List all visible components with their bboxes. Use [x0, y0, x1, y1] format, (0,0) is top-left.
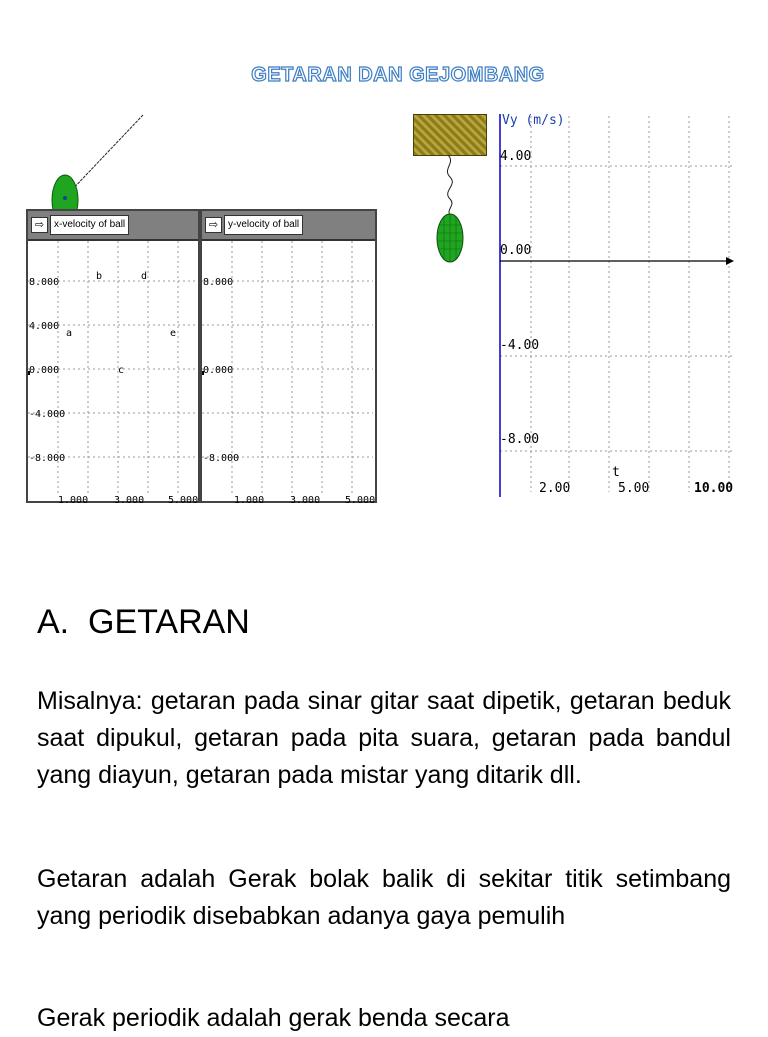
x-velocity-graph — [28, 241, 198, 503]
y-tick-label: 4.00 — [500, 149, 532, 164]
x-tick-label: 5.000 — [168, 495, 198, 503]
x-velocity-graph-window — [26, 209, 200, 503]
x-tick-label: 10.00 — [694, 481, 734, 496]
point-label-c: c — [118, 365, 125, 376]
spring-support-block — [413, 114, 487, 156]
y-tick-label: -4.000 — [29, 409, 66, 420]
spring-mass-illustration — [430, 155, 470, 265]
y-tick-label: -4.00 — [500, 338, 540, 353]
x-tick-label: 5.000 — [345, 495, 375, 503]
point-label-d: d — [141, 271, 148, 282]
vy-graph — [490, 112, 742, 502]
pendulum-string — [68, 115, 143, 194]
point-label-b: b — [96, 271, 103, 282]
pendulum-ball-center — [63, 196, 67, 200]
x-tick-label: 2.00 — [539, 481, 571, 496]
y-tick-label: 8.000 — [29, 277, 60, 288]
y-tick-label: 0.000 — [203, 365, 234, 376]
paragraph-definition: Getaran adalah Gerak bolak balik di sekitar titik setimbang yang periodik disebabkan adanya gaya pemulih — [37, 865, 731, 930]
x-tick-label: 1.000 — [234, 495, 265, 503]
x-tick-label: 3.000 — [290, 495, 321, 503]
arrow-right-icon[interactable]: ⇨ — [31, 217, 48, 233]
point-label-e: e — [170, 328, 177, 339]
y-velocity-graph-label: y-velocity of ball — [224, 215, 303, 235]
y-velocity-graph-titlebar — [202, 211, 375, 241]
paragraph-periodic: Gerak periodik adalah gerak benda secara — [37, 1004, 510, 1032]
vy-axis-label: Vy (m/s) — [502, 113, 565, 128]
arrow-right-icon — [726, 257, 734, 265]
spring-coil — [447, 155, 452, 215]
y-tick-label: 8.000 — [203, 277, 234, 288]
paragraph-examples: Misalnya: getaran pada sinar gitar saat dipetik, getaran beduk saat dipukul, getaran pada pita suara, getaran pada bandul yang diayun, getaran pada mistar yang ditarik dll. — [37, 687, 731, 789]
arrow-right-icon[interactable]: ⇨ — [205, 217, 222, 233]
slide-title: GETARAN DAN GEJOMBANG — [251, 64, 545, 86]
point-label-a: a — [66, 328, 73, 339]
x-velocity-graph-titlebar — [28, 211, 198, 241]
y-velocity-graph-window — [200, 209, 377, 503]
x-axis-label: t — [612, 465, 620, 480]
y-tick-label: -8.000 — [203, 453, 240, 464]
y-velocity-graph — [202, 241, 375, 503]
y-tick-label: 0.000 — [29, 365, 60, 376]
y-tick-label: 4.000 — [29, 321, 60, 332]
x-velocity-graph-label: x-velocity of ball — [50, 215, 129, 235]
y-tick-label: -8.000 — [29, 453, 66, 464]
x-tick-label: 3.000 — [114, 495, 145, 503]
y-tick-label: 0.00 — [500, 243, 532, 258]
y-tick-label: -8.00 — [500, 432, 540, 447]
section-heading: A. GETARAN — [37, 603, 250, 641]
x-tick-label: 1.000 — [58, 495, 89, 503]
x-tick-label: 5.00 — [618, 481, 650, 496]
